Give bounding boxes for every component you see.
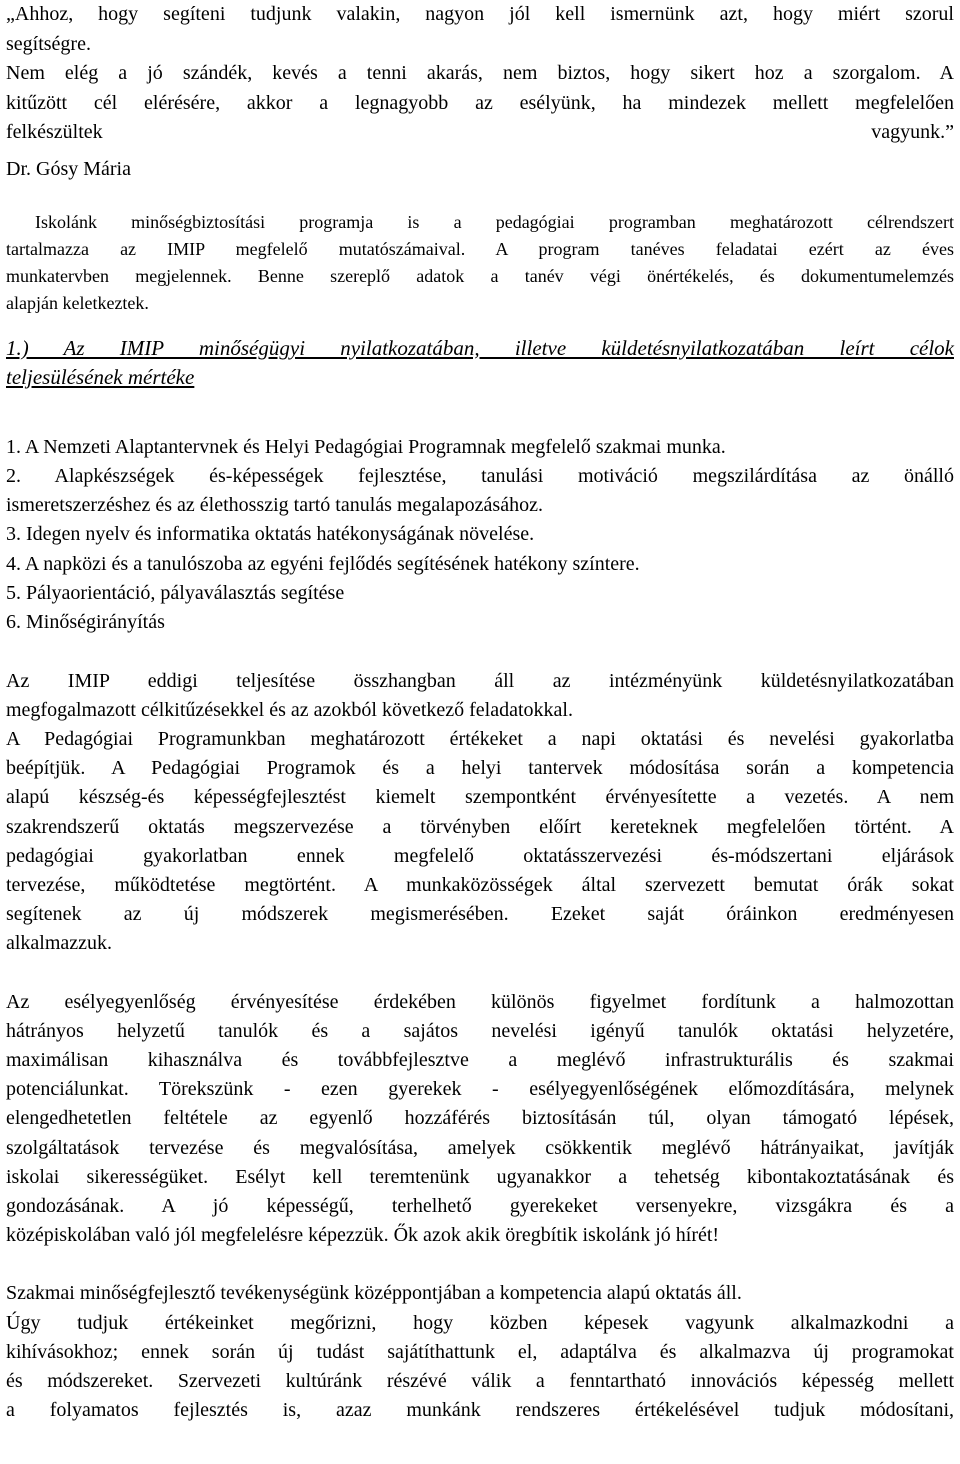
document-page [6,0,954,1425]
goal-item: 2. Alapkészségek és-képességek fejlesztése, tanulási motiváció megszilárdítása az önálló [6,464,954,487]
quote-author: Dr. Gósy Mária [6,157,131,180]
goal-item: 4. A napközi és a tanulószoba az egyéni fejlődés segítésének hatékony színtere. [6,552,640,575]
paragraph-line: középiskolában való jól megfelelésre képezzük. Ők azok akik öregbítik iskolánk jó hírét! [6,1224,720,1247]
quote-line: kitűzött cél elérésére, akkor a legnagyobb az esélyünk, ha mindezek mellett megfelelően [6,91,954,114]
intro-line: alapján keletkeztek. [6,292,149,313]
goal-item: 5. Pályaorientáció, pályaválasztás segítése [6,581,345,604]
paragraph-line: Szakmai minőségfejlesztő tevékenységünk középpontjában a kompetencia alapú oktatás áll. [6,1282,742,1305]
goal-item: 1. A Nemzeti Alaptantervnek és Helyi Pedagógiai Programnak megfelelő szakmai munka. [6,435,726,458]
goals-list [6,433,954,638]
intro-line: Iskolánk minőségbiztosítási programja is a pedagógiai programban meghatározott célrendszert [35,211,954,232]
quote-line-left: felkészültek [6,121,103,143]
paragraph-line: beépítjük. A Pedagógiai Programok és a helyi tantervek módosítása során a kompetencia [6,757,954,780]
paragraph-line: alapú készség-és képességfejlesztést kiemelt szempontként érvényesítette a vezetés. A nem [6,786,954,809]
intro-line: tartalmazza az IMIP megfelelő mutatószámaival. A program tanéves feladatai ezért az éves [6,238,954,259]
paragraph-line: szolgáltatások tervezése és megvalósítása, amelyek csökkentik meglévő hátrányaikat, javítják [6,1136,954,1159]
paragraph-line: gondozásának. A jó képességű, terhelhető gyerekeket versenyekre, vizsgákra és a [6,1195,954,1218]
paragraph-imip [6,667,954,959]
paragraph-line: segítenek az új módszerek megismerésében. Ezeket saját óráinkon eredményesen [6,903,954,926]
goal-item: 6. Minőségirányítás [6,611,165,634]
section-heading [6,334,954,392]
paragraph-line: Az esélyegyenlőség érvényesítése érdekében különös figyelmet fordítunk a halmozottan [6,990,954,1013]
paragraph-line: pedagógiai gyakorlatban ennek megfelelő oktatásszervezési és-módszertani eljárások [6,844,954,867]
paragraph-line: megfogalmazott célkitűzésekkel és az azokból következő feladatokkal. [6,698,573,721]
paragraph-line: Úgy tudjuk értékeinket megőrizni, hogy közben képesek vagyunk alkalmazkodni a [6,1311,954,1334]
quote-line-split [6,118,954,148]
paragraph-line: szakrendszerű oktatás megszervezése a törvényben előírt kereteknek megfelelően történt. A [6,815,954,838]
paragraph-line: iskolai sikerességüket. Esélyt kell teremtenünk ugyanakkor a tehetség kibontakoztatásának és [6,1165,954,1188]
intro-paragraph [6,209,954,317]
quote-line: „Ahhoz, hogy segíteni tudjunk valakin, nagyon jól kell ismernünk azt, hogy miért szorul [6,3,954,25]
paragraph-line: elengedhetetlen feltétele az egyenlő hozzáférés biztosításán túl, olyan támogató lépések, [6,1107,954,1130]
heading-line: 1.) Az IMIP minőségügyi nyilatkozatában, illetve küldetésnyilatkozatában leírt célok [6,335,954,360]
intro-line: munkatervben megjelennek. Benne szereplő adatok a tanév végi önértékelés, és dokumentumelemzés [6,265,954,286]
paragraph-line: kihívásokhoz; ennek során új tudást sajátíthattunk el, adaptálva és alkalmazva új programokat [6,1340,954,1363]
paragraph-line: tervezése, működtetése megtörtént. A munkaközösségek által szervezett bemutat órák sokat [6,874,954,896]
paragraph-quality-development [6,1279,954,1425]
paragraph-line: Az IMIP eddigi teljesítése összhangban áll az intézményünk küldetésnyilatkozatában [6,669,954,692]
goal-item: ismeretszerzéshez és az élethosszig tartó tanulás megalapozásához. [6,494,543,517]
paragraph-line: maximálisan kihasználva és továbbfejlesztve a meglévő infrastrukturális és szakmai [6,1049,954,1072]
paragraph-line: alkalmazzuk. [6,932,113,955]
quote-line: segítségre. [6,32,91,55]
paragraph-line: potenciálunkat. Törekszünk - ezen gyerekek - esélyegyenlőségének előmozdítására, melynek [6,1078,954,1101]
paragraph-line: A Pedagógiai Programunkban meghatározott értékeket a napi oktatási és nevelési gyakorlatba [6,727,954,750]
paragraph-equal-opportunity [6,988,954,1251]
motto-quote [6,0,954,148]
goal-item: 3. Idegen nyelv és informatika oktatás hatékonyságának növelése. [6,523,535,546]
heading-line: teljesülésének mértéke [6,364,195,389]
paragraph-line: hátrányos helyzetű tanulók és a sajátos nevelési igényű tanulók oktatási helyzetére, [6,1019,954,1042]
paragraph-line: és módszereket. Szervezeti kultúránk részévé válik a fenntartható innovációs képesség mellett [6,1370,954,1393]
paragraph-line: a folyamatos fejlesztés is, azaz munkánk rendszeres értékelésével tudjuk módosítani, [6,1399,954,1422]
quote-line: Nem elég a jó szándék, kevés a tenni akarás, nem biztos, hogy sikert hoz a szorgalom. A [6,62,954,84]
quote-line-right: vagyunk.” [871,121,954,143]
